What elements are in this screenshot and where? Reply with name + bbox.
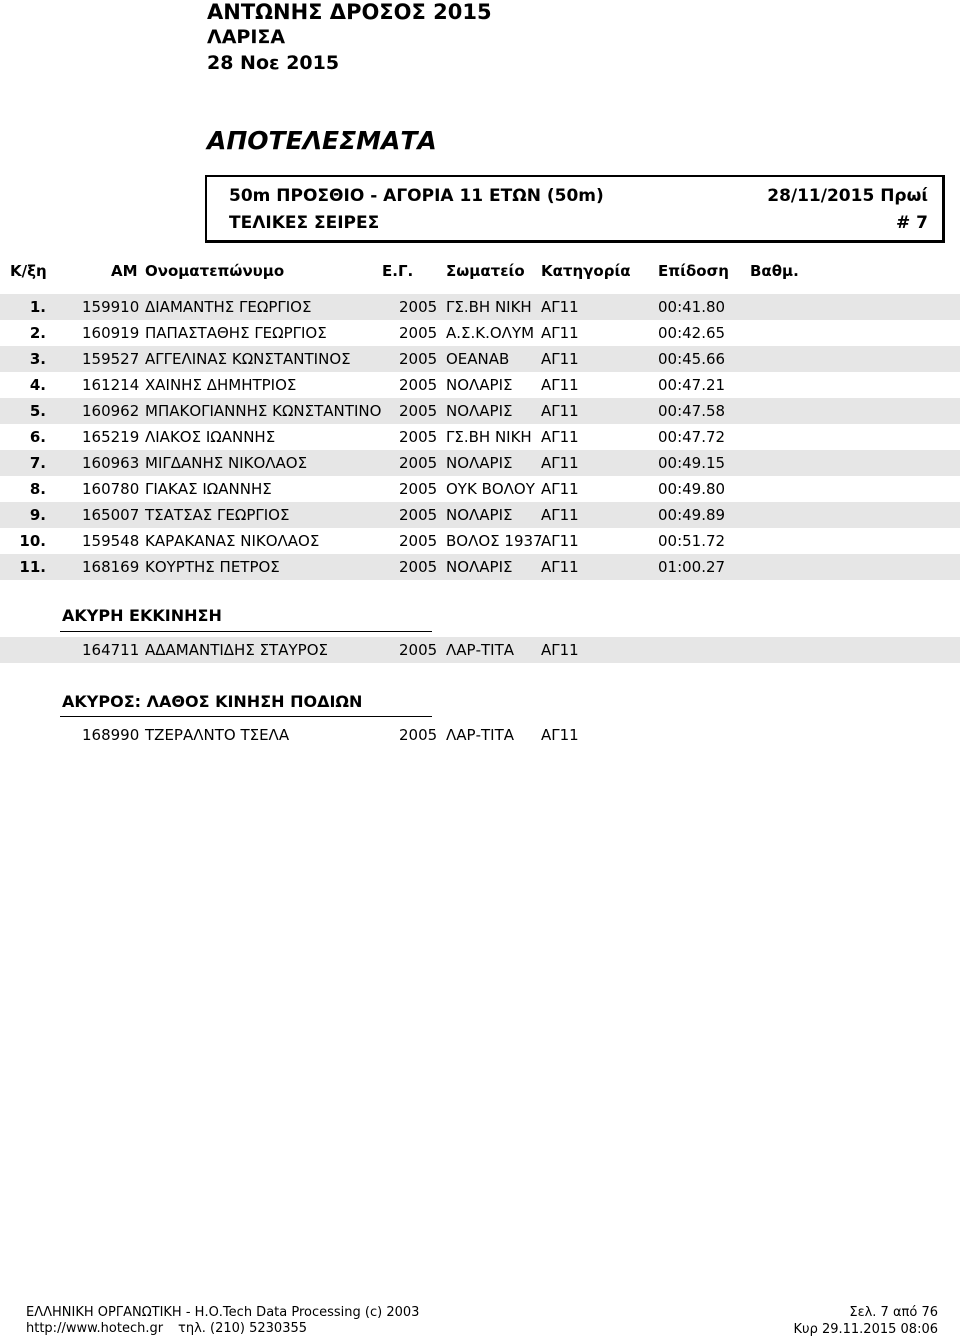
performance: 00:49.80 xyxy=(658,480,726,498)
rank: 9. xyxy=(29,506,46,524)
result-row xyxy=(0,398,960,424)
athlete-id: 161214 xyxy=(82,376,140,394)
event-heat: # 7 xyxy=(896,213,928,233)
col-header-rank: Κ/ξη xyxy=(10,262,47,280)
athlete-name: ΑΓΓΕΛΙΝΑΣ ΚΩΝΣΤΑΝΤΙΝΟΣ xyxy=(145,350,351,368)
col-header-performance: Επίδοση xyxy=(658,262,729,280)
event-box xyxy=(205,175,945,243)
footer-phone: τηλ. (210) 5230355 xyxy=(178,1321,308,1336)
performance: 00:51.72 xyxy=(658,532,726,550)
birth-year: 2005 xyxy=(399,726,438,744)
result-row xyxy=(0,554,960,580)
result-row xyxy=(0,450,960,476)
result-row xyxy=(0,502,960,528)
athlete-name: ΠΑΠΑΣΤΑΘΗΣ ΓΕΩΡΓΙΟΣ xyxy=(145,324,327,342)
birth-year: 2005 xyxy=(399,350,438,368)
athlete-name: ΚΑΡΑΚΑΝΑΣ ΝΙΚΟΛΑΟΣ xyxy=(145,532,320,550)
athlete-name: ΜΠΑΚΟΓΙΑΝΝΗΣ ΚΩΝΣΤΑΝΤΙΝΟ xyxy=(145,402,382,420)
performance: 00:41.80 xyxy=(658,298,726,316)
club: ΝΟΛΑΡΙΣ xyxy=(446,454,513,472)
performance: 00:47.21 xyxy=(658,376,726,394)
result-row xyxy=(0,476,960,502)
col-header-club: Σωματείο xyxy=(446,262,525,280)
club: ΓΣ.ΒΗ ΝΙΚΗ xyxy=(446,298,532,316)
birth-year: 2005 xyxy=(399,428,438,446)
performance: 00:45.66 xyxy=(658,350,726,368)
col-header-points: Βαθμ. xyxy=(750,262,799,280)
category: ΑΓ11 xyxy=(541,376,579,394)
athlete-name: ΓΙΑΚΑΣ ΙΩΑΝΝΗΣ xyxy=(145,480,272,498)
club: ΝΟΛΑΡΙΣ xyxy=(446,558,513,576)
section-underline xyxy=(60,716,432,717)
athlete-name: ΛΙΑΚΟΣ ΙΩΑΝΝΗΣ xyxy=(145,428,276,446)
category: ΑΓ11 xyxy=(541,428,579,446)
club: ΟΥΚ ΒΟΛΟΥ xyxy=(446,480,535,498)
club: ΝΟΛΑΡΙΣ xyxy=(446,376,513,394)
club: ΛΑΡ-ΤΙΤΑ xyxy=(446,726,514,744)
col-header-year: Ε.Γ. xyxy=(382,262,414,280)
athlete-id: 165007 xyxy=(82,506,140,524)
footer-url-link[interactable]: http://www.hotech.gr xyxy=(26,1321,164,1336)
performance: 00:49.89 xyxy=(658,506,726,524)
section-title: ΑΚΥΡΟΣ: ΛΑΘΟΣ ΚΙΝΗΣΗ ΠΟΔΙΩΝ xyxy=(62,692,363,711)
result-row xyxy=(0,346,960,372)
event-when: 28/11/2015 Πρωί xyxy=(767,186,928,206)
category: ΑΓ11 xyxy=(541,506,579,524)
rank: 1. xyxy=(29,298,46,316)
col-header-category: Κατηγορία xyxy=(541,262,631,280)
category: ΑΓ11 xyxy=(541,454,579,472)
rank: 5. xyxy=(29,402,46,420)
category: ΑΓ11 xyxy=(541,532,579,550)
club: Α.Σ.Κ.ΟΛΥΜ xyxy=(446,324,535,342)
athlete-id: 160963 xyxy=(82,454,140,472)
athlete-id: 159548 xyxy=(82,532,140,550)
athlete-name: ΤΣΑΤΣΑΣ ΓΕΩΡΓΙΟΣ xyxy=(145,506,290,524)
event-round: ΤΕΛΙΚΕΣ ΣΕΙΡΕΣ xyxy=(229,213,380,233)
rank: 8. xyxy=(29,480,46,498)
club: ΛΑΡ-ΤΙΤΑ xyxy=(446,641,514,659)
rank: 10. xyxy=(19,532,46,550)
club: ΟΕΑΝΑΒ xyxy=(446,350,510,368)
rank: 4. xyxy=(29,376,46,394)
athlete-id: 168990 xyxy=(82,726,140,744)
club: ΝΟΛΑΡΙΣ xyxy=(446,402,513,420)
performance: 00:49.15 xyxy=(658,454,726,472)
athlete-id: 165219 xyxy=(82,428,140,446)
birth-year: 2005 xyxy=(399,532,438,550)
performance: 00:47.58 xyxy=(658,402,726,420)
athlete-id: 164711 xyxy=(82,641,140,659)
birth-year: 2005 xyxy=(399,298,438,316)
athlete-id: 159527 xyxy=(82,350,140,368)
athlete-id: 160962 xyxy=(82,402,140,420)
birth-year: 2005 xyxy=(399,480,438,498)
section-title: ΑΚΥΡΗ ΕΚΚΙΝΗΣΗ xyxy=(62,606,222,625)
footer-print-time: Κυρ 29.11.2015 08:06 xyxy=(793,1322,938,1337)
result-row xyxy=(0,320,960,346)
rank: 2. xyxy=(29,324,46,342)
birth-year: 2005 xyxy=(399,454,438,472)
athlete-name: ΚΟΥΡΤΗΣ ΠΕΤΡΟΣ xyxy=(145,558,280,576)
disqualified-row xyxy=(0,722,960,748)
meet-date: 28 Noε 2015 xyxy=(207,52,340,74)
meet-title: ΑΝΤΩΝΗΣ ΔΡΟΣΟΣ 2015 xyxy=(207,0,492,24)
result-row xyxy=(0,372,960,398)
rank: 6. xyxy=(29,428,46,446)
event-name: 50m ΠΡΟΣΘΙΟ - ΑΓΟΡΙΑ 11 ΕΤΩΝ (50m) xyxy=(229,186,604,206)
category: ΑΓ11 xyxy=(541,726,579,744)
club: ΓΣ.ΒΗ ΝΙΚΗ xyxy=(446,428,532,446)
section-underline xyxy=(60,631,432,632)
athlete-name: ΔΙΑΜΑΝΤΗΣ ΓΕΩΡΓΙΟΣ xyxy=(145,298,312,316)
disqualified-row xyxy=(0,637,960,663)
footer-org: ΕΛΛΗΝΙΚΗ ΟΡΓΑΝΩΤΙΚΗ - Η.Ο.Tech Data Processing (c) 2003 xyxy=(26,1305,420,1320)
birth-year: 2005 xyxy=(399,506,438,524)
footer-page-number: Σελ. 7 από 76 xyxy=(849,1305,938,1320)
athlete-id: 160780 xyxy=(82,480,140,498)
performance: 00:42.65 xyxy=(658,324,726,342)
birth-year: 2005 xyxy=(399,324,438,342)
club: ΝΟΛΑΡΙΣ xyxy=(446,506,513,524)
birth-year: 2005 xyxy=(399,558,438,576)
athlete-name: ΧΑΙΝΗΣ ΔΗΜΗΤΡΙΟΣ xyxy=(145,376,297,394)
category: ΑΓ11 xyxy=(541,324,579,342)
result-row xyxy=(0,294,960,320)
meet-city: ΛΑΡΙΣΑ xyxy=(207,26,286,48)
birth-year: 2005 xyxy=(399,641,438,659)
rank: 3. xyxy=(29,350,46,368)
category: ΑΓ11 xyxy=(541,402,579,420)
col-header-am: ΑΜ xyxy=(111,262,138,280)
athlete-name: ΜΙΓΔΑΝΗΣ ΝΙΚΟΛΑΟΣ xyxy=(145,454,308,472)
athlete-name: ΤΖΕΡΑΛΝΤΟ ΤΣΕΛΑ xyxy=(145,726,290,744)
category: ΑΓ11 xyxy=(541,641,579,659)
athlete-id: 159910 xyxy=(82,298,140,316)
category: ΑΓ11 xyxy=(541,298,579,316)
category: ΑΓ11 xyxy=(541,350,579,368)
athlete-id: 160919 xyxy=(82,324,140,342)
category: ΑΓ11 xyxy=(541,480,579,498)
performance: 00:47.72 xyxy=(658,428,726,446)
category: ΑΓ11 xyxy=(541,558,579,576)
birth-year: 2005 xyxy=(399,376,438,394)
birth-year: 2005 xyxy=(399,402,438,420)
performance: 01:00.27 xyxy=(658,558,726,576)
col-header-name: Ονοματεπώνυμο xyxy=(145,262,285,280)
result-row xyxy=(0,424,960,450)
rank: 11. xyxy=(19,558,46,576)
result-row xyxy=(0,528,960,554)
athlete-id: 168169 xyxy=(82,558,140,576)
club: ΒΟΛΟΣ 1937 xyxy=(446,532,543,550)
athlete-name: ΑΔΑΜΑΝΤΙΔΗΣ ΣΤΑΥΡΟΣ xyxy=(145,641,328,659)
rank: 7. xyxy=(29,454,46,472)
results-title: ΑΠΟΤΕΛΕΣΜΑΤΑ xyxy=(207,126,437,155)
